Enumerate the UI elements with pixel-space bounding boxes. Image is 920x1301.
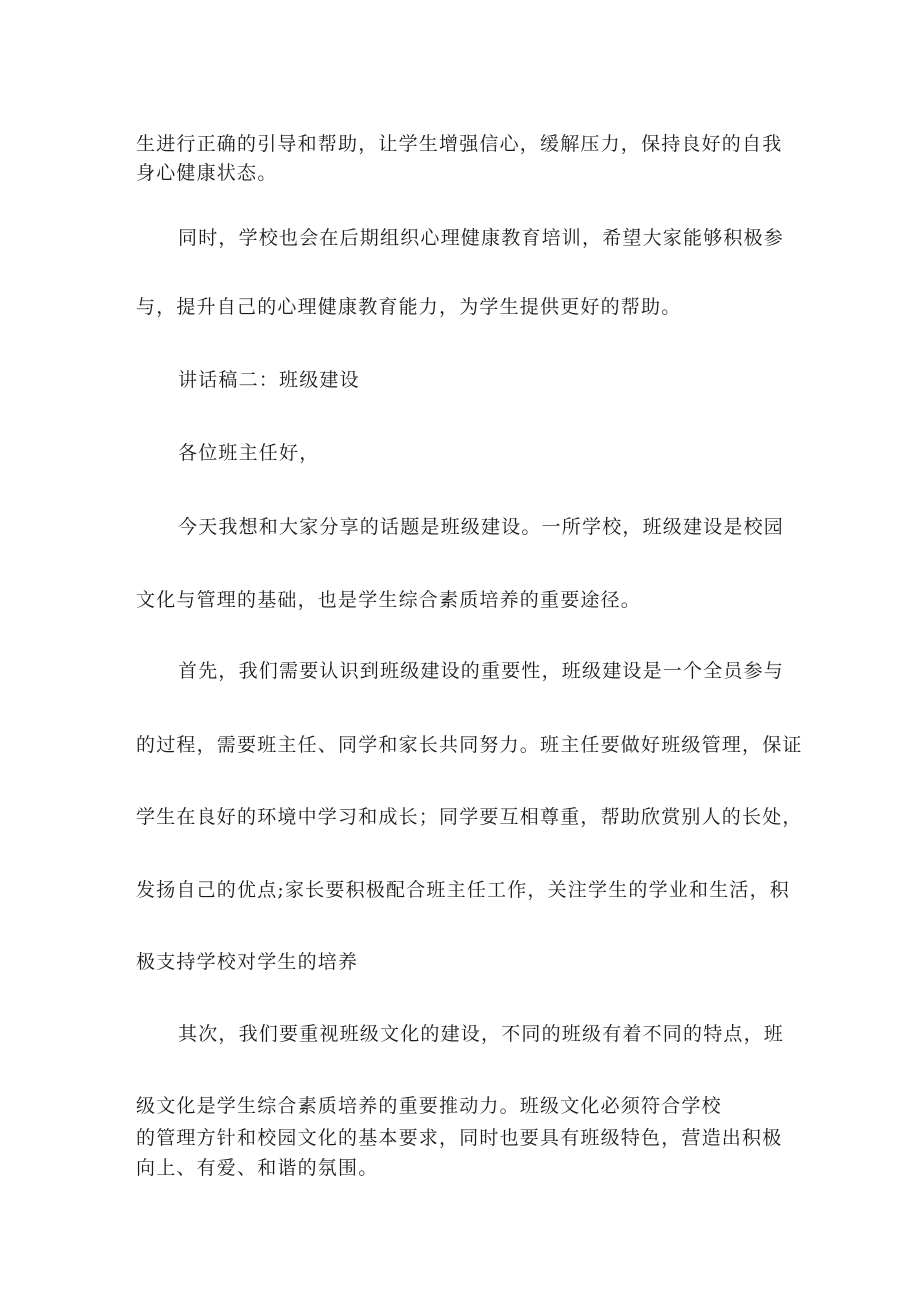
text-line: 身心健康状态。 — [136, 162, 278, 184]
salutation: 各位班主任好， — [178, 442, 320, 464]
text-line: 生进行正确的引导和帮助，让学生增强信心，缓解压力，保持良好的自我 — [136, 133, 783, 155]
text-line: 极支持学校对学生的培养 — [136, 951, 359, 973]
text-line: 向上、有爱、和谐的氛围。 — [136, 1157, 379, 1179]
text-line: 的管理方针和校园文化的基本要求，同时也要具有班级特色，营造出积极 — [136, 1127, 783, 1149]
paragraph-start-line: 其次，我们要重视班级文化的建设，不同的班级有着不同的特点，班 — [178, 1023, 785, 1045]
text-line: 学生在良好的环境中学习和成长；同学要互相尊重，帮助欣赏别人的长处， — [136, 806, 803, 828]
section-heading: 讲话稿二：班级建设 — [178, 369, 360, 391]
text-line: 的过程，需要班主任、同学和家长共同努力。班主任要做好班级管理，保证 — [136, 734, 803, 756]
paragraph-start-line: 首先，我们需要认识到班级建设的重要性，班级建设是一个全员参与 — [178, 660, 785, 682]
text-line: 文化与管理的基础，也是学生综合素质培养的重要途径。 — [136, 589, 642, 611]
text-line: 级文化是学生综合素质培养的重要推动力。班级文化必须符合学校 — [136, 1095, 722, 1117]
paragraph-start-line: 今天我想和大家分享的话题是班级建设。一所学校，班级建设是校园 — [178, 516, 785, 538]
paragraph-start-line: 同时，学校也会在后期组织心理健康教育培训，希望大家能够积极参 — [178, 227, 785, 249]
text-line: 与，提升自己的心理健康教育能力，为学生提供更好的帮助。 — [136, 296, 682, 318]
text-line: 发扬自己的优点;家长要积极配合班主任工作，关注学生的学业和生活，积 — [136, 879, 791, 901]
